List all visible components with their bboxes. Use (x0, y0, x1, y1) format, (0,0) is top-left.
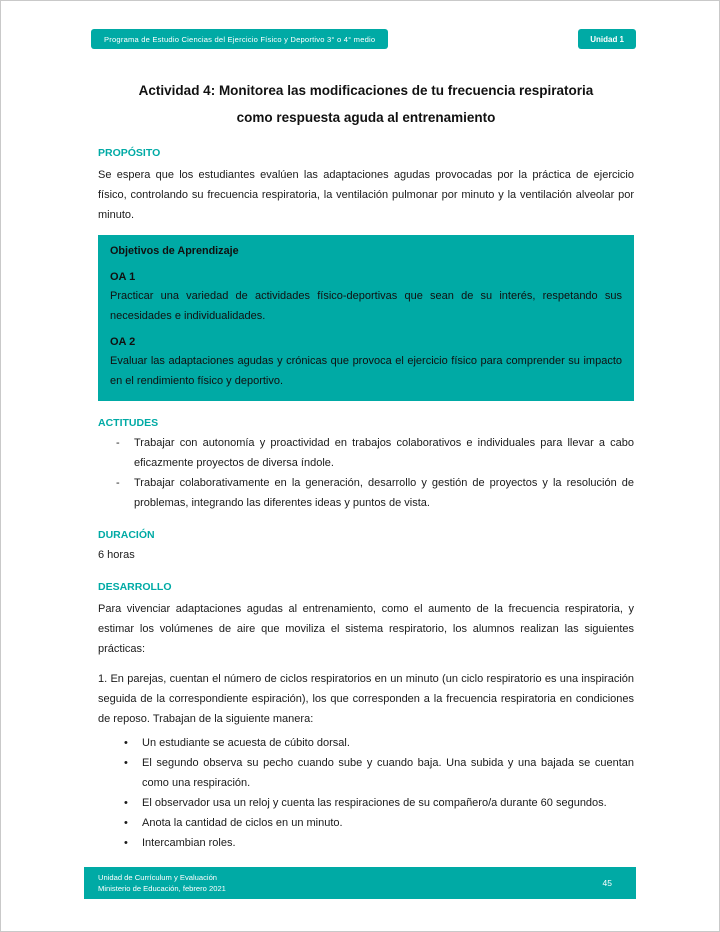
program-banner (91, 29, 388, 49)
list-item (98, 833, 634, 853)
list-item (98, 733, 634, 753)
actitudes-heading: ACTITUDES (98, 417, 159, 429)
bullet-text: • El segundo observa su pecho cuando sube y cuando baja. Una subida y una bajada se cuentan como una respiración. (142, 757, 634, 789)
desarrollo-intro: Para vivenciar adaptaciones agudas al entrenamiento, como el aumento de la frecuencia respiratoria, y estimar los volúmenes de aire que moviliza el sistema respiratorio, los alumnos realizan las siguientes prácticas: (98, 603, 634, 655)
footer-institution: Unidad de Currículum y Evaluación (98, 873, 218, 882)
oa2-text: Evaluar las adaptaciones agudas y crónicas que provoca el ejercicio físico para comprender su impacto en el rendimiento físico y deportivo. (110, 355, 622, 387)
duracion-body: 6 horas (98, 549, 135, 561)
desarrollo-heading: DESARROLLO (98, 581, 172, 593)
unit-banner (578, 29, 636, 49)
activity-title (98, 77, 634, 131)
proposito-body: Se espera que los estudiantes evalúen las adaptaciones agudas provocadas por la práctica de ejercicio físico, controlando su frecuencia respiratoria, la ventilación pulmonar por minuto y la ventilación alveolar por minuto. (98, 169, 634, 221)
list-item (98, 433, 634, 473)
actitud-text: - Trabajar con autonomía y proactividad en trabajos colaborativos e individuales para llevar a cabo eficazmente proyectos de diversa índole. (134, 437, 634, 469)
desarrollo-bullet-list (98, 733, 634, 853)
unit-label: Unidad 1 (590, 34, 624, 44)
program-title: Programa de Estudio Ciencias del Ejercicio Físico y Deportivo 3° o 4° medio (104, 34, 376, 44)
activity-title-line-2: como respuesta aguda al entrenamiento (236, 110, 496, 125)
oa2-label: OA 2 (110, 336, 136, 348)
list-item (98, 473, 634, 513)
bullet-text: • Anota la cantidad de ciclos en un minuto. (142, 817, 343, 829)
actitudes-list (98, 433, 634, 513)
list-item (98, 753, 634, 793)
proposito-heading: PROPÓSITO (98, 147, 161, 159)
footer-ministry: Ministerio de Educación, febrero 2021 (98, 884, 226, 893)
bullet-text: • El observador usa un reloj y cuenta las respiraciones de su compañero/a durante 60 segundos. (142, 797, 607, 809)
objetivos-box (98, 235, 634, 401)
page-footer (84, 867, 636, 899)
oa1-label: OA 1 (110, 271, 136, 283)
duracion-heading: DURACIÓN (98, 529, 155, 541)
actitud-text: - Trabajar colaborativamente en la generación, desarrollo y gestión de proyectos y la resolución de problemas, integrando las diferentes ideas y puntos de vista. (134, 477, 634, 509)
list-item (98, 793, 634, 813)
desarrollo-step-1: 1. En parejas, cuentan el número de ciclos respiratorios en un minuto (un ciclo respiratorio es una inspiración seguida de la correspondiente espiración), los que corresponden a la frecuencia respiratoria en condiciones de reposo. Trabajan de la siguiente manera: (98, 673, 634, 725)
page-number: 45 (602, 878, 612, 888)
bullet-text: • Intercambian roles. (142, 837, 236, 849)
bullet-text: • Un estudiante se acuesta de cúbito dorsal. (142, 737, 350, 749)
footer-credits (98, 872, 226, 894)
list-item (98, 813, 634, 833)
oa1-text: Practicar una variedad de actividades físico-deportivas que sean de su interés, respetando sus necesidades e individualidades. (110, 290, 622, 322)
page-header (1, 1, 719, 49)
activity-title-line-1: Actividad 4: Monitorea las modificaciones de tu frecuencia respiratoria (138, 83, 594, 98)
objetivos-heading: Objetivos de Aprendizaje (110, 245, 239, 257)
page-content (1, 77, 719, 853)
